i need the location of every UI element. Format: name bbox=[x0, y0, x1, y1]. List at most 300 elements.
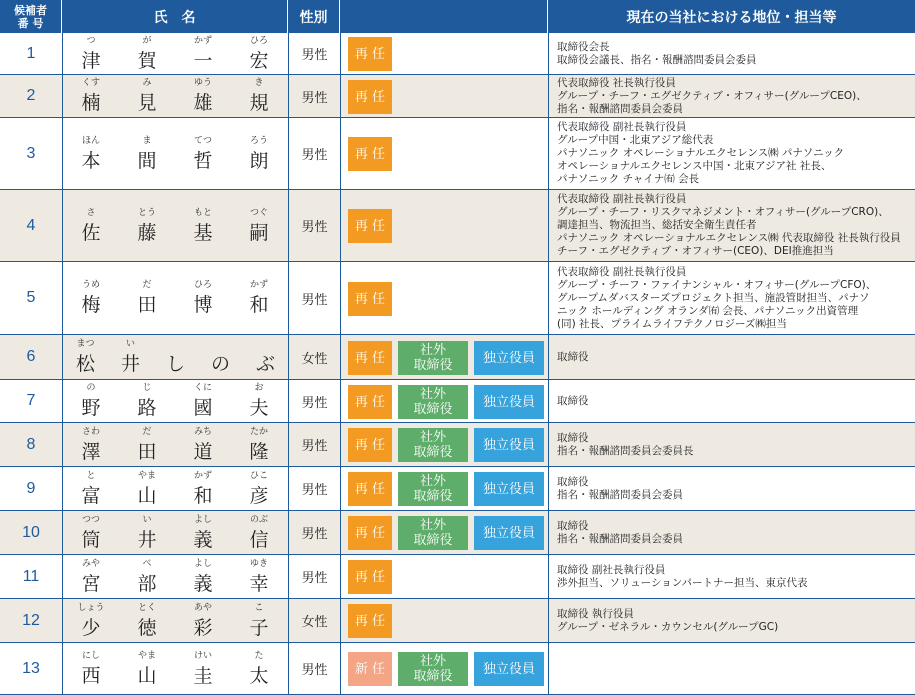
new-appointment-badge: 新 任 bbox=[348, 652, 392, 686]
candidate-position bbox=[548, 262, 915, 334]
name-reading: の bbox=[86, 383, 96, 393]
candidate-badges bbox=[340, 190, 548, 261]
position-line: グループ・チーフ・リスクマネジメント・オフィサー(グループCRO)、 bbox=[557, 206, 889, 218]
candidate-number: 10 bbox=[22, 523, 40, 541]
name-character bbox=[119, 118, 175, 189]
independent-officer-badge: 独立役員 bbox=[474, 652, 544, 686]
reappointed-badge: 再 任 bbox=[348, 516, 392, 550]
candidate-position bbox=[548, 555, 915, 598]
candidate-position bbox=[548, 380, 915, 422]
candidate-number: 7 bbox=[26, 392, 36, 409]
position-line: 取締役 bbox=[557, 350, 589, 363]
name-reading: つつ bbox=[81, 514, 100, 525]
name-kanji: 井 bbox=[137, 528, 157, 551]
candidate-gender: 男性 bbox=[288, 33, 340, 74]
candidate-gender: 男性 bbox=[288, 555, 340, 598]
outside-label-line2: 取締役 bbox=[413, 402, 453, 417]
outside-director-badge bbox=[398, 385, 468, 419]
name-reading: だ bbox=[142, 426, 152, 437]
name-kanji: 楠 bbox=[81, 92, 101, 114]
name-character bbox=[231, 33, 287, 74]
name-character bbox=[63, 423, 119, 466]
name-character bbox=[175, 467, 231, 510]
candidate-name bbox=[62, 555, 288, 598]
name-reading: ゆう bbox=[193, 78, 212, 88]
name-kanji: 津 bbox=[81, 49, 101, 72]
name-reading: き bbox=[254, 78, 264, 88]
candidate-number: 5 bbox=[26, 289, 36, 306]
name-reading: とう bbox=[137, 207, 156, 218]
reappointed-badge: 再 任 bbox=[348, 560, 392, 594]
independent-officer-badge: 独立役員 bbox=[474, 472, 544, 506]
table-row bbox=[0, 599, 915, 643]
candidate-name bbox=[62, 75, 288, 117]
name-reading: ひろ bbox=[249, 35, 268, 46]
name-reading: だ bbox=[142, 280, 152, 290]
candidate-number: 11 bbox=[22, 567, 40, 585]
name-kanji: 梅 bbox=[81, 294, 101, 316]
position-line: ニック ホールディング オランダ㈲ 会長、パナソニック出資管理 bbox=[557, 304, 859, 317]
candidate-position bbox=[548, 190, 915, 261]
position-line: 代表取締役 副社長執行役員 bbox=[557, 193, 687, 205]
position-line: グループ・チーフ・ファイナンシャル・オフィサー(グループCFO)、 bbox=[557, 278, 877, 291]
name-reading: さわ bbox=[81, 426, 100, 437]
name-character bbox=[231, 511, 287, 554]
name-reading: た bbox=[254, 650, 264, 661]
name-kanji: 一 bbox=[193, 49, 213, 72]
name-character bbox=[119, 555, 175, 598]
candidate-name bbox=[62, 423, 288, 466]
name-character bbox=[231, 423, 287, 466]
header-gender: 性別 bbox=[288, 0, 339, 33]
candidate-number: 1 bbox=[26, 44, 36, 62]
candidate-gender: 男性 bbox=[288, 467, 340, 510]
position-line: チーフ・エグゼクティブ・オフィサー(CEO)、DEI推進担当 bbox=[557, 245, 834, 257]
name-character bbox=[119, 643, 175, 694]
name-character bbox=[175, 190, 231, 261]
outside-label-line2: 取締役 bbox=[413, 445, 453, 460]
name-character bbox=[119, 33, 175, 74]
candidate-gender: 男性 bbox=[288, 190, 340, 261]
table-row bbox=[0, 380, 915, 423]
name-reading: い bbox=[142, 514, 152, 525]
name-kanji: 本 bbox=[81, 149, 101, 172]
position-line: グループ・チーフ・エグゼクティブ・オフィサー(グループCEO)、 bbox=[557, 89, 867, 102]
name-kanji: 富 bbox=[81, 484, 101, 507]
name-kanji: ぶ bbox=[255, 353, 275, 375]
table-row bbox=[0, 467, 915, 511]
name-character bbox=[119, 190, 175, 261]
name-reading: しょう bbox=[77, 602, 105, 613]
candidate-position bbox=[548, 33, 915, 74]
outside-label-line1: 社外 bbox=[419, 387, 446, 402]
name-reading: み bbox=[142, 78, 152, 88]
name-kanji: 雄 bbox=[193, 92, 213, 114]
name-kanji: 宏 bbox=[249, 49, 269, 72]
name-reading: けい bbox=[193, 650, 212, 661]
name-character bbox=[175, 599, 231, 642]
candidate-position bbox=[548, 75, 915, 117]
outside-director-badge bbox=[398, 652, 468, 686]
reappointed-badge: 再 任 bbox=[348, 282, 392, 316]
reappointed-badge: 再 任 bbox=[348, 428, 392, 462]
name-kanji: 博 bbox=[193, 294, 213, 316]
name-kanji: 田 bbox=[137, 294, 157, 316]
candidate-badges bbox=[340, 335, 548, 379]
outside-label-line2: 取締役 bbox=[413, 489, 453, 504]
name-kanji: 間 bbox=[137, 149, 157, 172]
candidate-name bbox=[62, 33, 288, 74]
table-row bbox=[0, 190, 915, 262]
name-character bbox=[231, 262, 287, 334]
position-line: グループムダバスターズプロジェクト担当、施設管財担当、パナソ bbox=[557, 291, 870, 304]
position-line: 指名・報酬諮問委員会委員長 bbox=[557, 444, 694, 457]
name-kanji: 彩 bbox=[193, 616, 213, 639]
name-character bbox=[231, 599, 287, 642]
name-kanji: し bbox=[165, 353, 185, 375]
candidate-name bbox=[62, 190, 288, 261]
name-character bbox=[63, 467, 119, 510]
name-character bbox=[63, 262, 119, 334]
name-reading: じ bbox=[142, 383, 152, 393]
name-kanji: 夫 bbox=[249, 397, 269, 419]
position-line: 代表取締役 副社長執行役員 bbox=[557, 121, 687, 133]
name-reading: のぶ bbox=[249, 514, 268, 525]
name-character bbox=[119, 380, 175, 422]
outside-label-line1: 社外 bbox=[419, 343, 446, 358]
table-row bbox=[0, 75, 915, 118]
name-reading: と bbox=[86, 470, 96, 481]
name-reading: ゆき bbox=[249, 558, 268, 569]
independent-officer-badge: 独立役員 bbox=[474, 385, 544, 419]
name-reading: かず bbox=[193, 35, 212, 46]
name-character bbox=[63, 335, 108, 379]
reappointed-badge: 再 任 bbox=[348, 385, 392, 419]
outside-label-line1: 社外 bbox=[419, 518, 446, 533]
name-character bbox=[119, 467, 175, 510]
name-kanji: 圭 bbox=[193, 664, 213, 687]
candidate-name bbox=[62, 599, 288, 642]
candidate-badges bbox=[340, 599, 548, 642]
name-kanji: 野 bbox=[81, 397, 101, 419]
name-kanji: 和 bbox=[249, 294, 269, 316]
position-line: 指名・報酬諮問委員会委員 bbox=[557, 532, 683, 545]
name-kanji: 西 bbox=[81, 664, 101, 687]
name-kanji: 朗 bbox=[249, 149, 269, 172]
name-reading: やま bbox=[137, 470, 156, 481]
outside-label-line1: 社外 bbox=[419, 430, 446, 445]
name-reading: たか bbox=[249, 426, 268, 437]
outside-director-badge bbox=[398, 341, 468, 375]
name-character bbox=[175, 118, 231, 189]
candidate-badges bbox=[340, 75, 548, 117]
name-reading: ほん bbox=[81, 135, 100, 146]
reappointed-badge: 再 任 bbox=[348, 341, 392, 375]
candidate-number: 12 bbox=[22, 611, 40, 629]
candidate-name bbox=[62, 262, 288, 334]
header-number-line2: 番 号 bbox=[17, 16, 44, 30]
name-reading: つ bbox=[86, 35, 96, 46]
position-line: 指名・報酬諮問委員会委員 bbox=[557, 102, 683, 115]
name-kanji: 嗣 bbox=[249, 221, 269, 244]
name-character bbox=[63, 555, 119, 598]
table-row bbox=[0, 643, 915, 695]
name-character bbox=[63, 190, 119, 261]
name-reading: が bbox=[142, 35, 152, 46]
name-character bbox=[119, 75, 175, 117]
name-reading: ろう bbox=[249, 135, 268, 146]
name-character bbox=[231, 643, 287, 694]
name-character bbox=[175, 511, 231, 554]
name-kanji: 道 bbox=[193, 440, 213, 463]
name-character bbox=[119, 511, 175, 554]
name-kanji: 見 bbox=[137, 92, 157, 114]
table-row bbox=[0, 511, 915, 555]
candidate-number: 4 bbox=[26, 216, 36, 234]
table-row bbox=[0, 262, 915, 335]
candidate-badges bbox=[340, 380, 548, 422]
position-line: 渉外担当、ソリューションパートナー担当、東京代表 bbox=[557, 576, 808, 589]
name-character bbox=[175, 643, 231, 694]
name-reading: べ bbox=[142, 558, 152, 569]
candidate-name bbox=[62, 643, 288, 694]
candidate-position bbox=[548, 599, 915, 642]
candidate-gender: 男性 bbox=[288, 75, 340, 117]
candidate-position bbox=[548, 511, 915, 554]
name-kanji: 山 bbox=[137, 664, 157, 687]
candidate-gender: 男性 bbox=[288, 511, 340, 554]
reappointed-badge: 再 任 bbox=[348, 604, 392, 638]
position-line: パナソニック オペレーショナルエクセレンス㈱ パナソニック bbox=[557, 147, 845, 159]
name-reading: い bbox=[125, 339, 135, 349]
name-reading: かず bbox=[193, 470, 212, 481]
name-character bbox=[231, 118, 287, 189]
outside-label-line2: 取締役 bbox=[413, 533, 453, 548]
table-row bbox=[0, 33, 915, 75]
reappointed-badge: 再 任 bbox=[348, 137, 392, 171]
position-line: 取締役 副社長執行役員 bbox=[557, 563, 666, 576]
name-kanji: 井 bbox=[120, 353, 140, 375]
outside-director-badge bbox=[398, 428, 468, 462]
candidate-gender: 男性 bbox=[288, 380, 340, 422]
name-character bbox=[119, 423, 175, 466]
candidate-name bbox=[62, 467, 288, 510]
name-character bbox=[231, 380, 287, 422]
candidate-number: 8 bbox=[26, 435, 36, 453]
name-kanji: 田 bbox=[137, 440, 157, 463]
name-reading: よし bbox=[193, 558, 212, 569]
outside-label-line1: 社外 bbox=[419, 654, 446, 669]
name-character bbox=[175, 33, 231, 74]
candidate-position bbox=[548, 467, 915, 510]
candidate-gender: 女性 bbox=[288, 599, 340, 642]
candidate-badges bbox=[340, 262, 548, 334]
candidate-name bbox=[62, 335, 288, 379]
name-character bbox=[175, 75, 231, 117]
name-reading: くに bbox=[193, 383, 212, 393]
candidate-position bbox=[548, 335, 915, 379]
name-character bbox=[63, 118, 119, 189]
name-kanji: 山 bbox=[137, 484, 157, 507]
name-character bbox=[198, 335, 243, 379]
name-kanji: 澤 bbox=[81, 440, 101, 463]
candidate-badges bbox=[340, 423, 548, 466]
candidate-gender: 男性 bbox=[288, 423, 340, 466]
name-reading: にし bbox=[81, 650, 100, 661]
position-line: オペレーショナルエクセレンス中国・北東アジア社 社長、 bbox=[557, 160, 832, 172]
name-reading: くす bbox=[81, 78, 100, 88]
name-character bbox=[63, 33, 119, 74]
name-character bbox=[231, 467, 287, 510]
name-kanji: 宮 bbox=[81, 572, 101, 595]
name-kanji: 太 bbox=[249, 664, 269, 687]
name-kanji: 幸 bbox=[249, 572, 269, 595]
position-line: パナソニック オペレーショナルエクセレンス㈱ 代表取締役 社長執行役員 bbox=[557, 232, 901, 244]
position-line: 調達担当、物流担当、総括安全衛生責任者 bbox=[557, 219, 757, 231]
name-character bbox=[63, 75, 119, 117]
candidate-badges bbox=[340, 33, 548, 74]
independent-officer-badge: 独立役員 bbox=[474, 341, 544, 375]
name-kanji: 彦 bbox=[249, 484, 269, 507]
header-name: 氏 名 bbox=[62, 0, 287, 33]
name-reading: てつ bbox=[193, 135, 212, 146]
name-kanji: 信 bbox=[249, 528, 269, 551]
outside-label-line1: 社外 bbox=[419, 474, 446, 489]
reappointed-badge: 再 任 bbox=[348, 472, 392, 506]
position-line: グループ中国・北東アジア総代表 bbox=[557, 134, 714, 146]
outside-director-badge bbox=[398, 516, 468, 550]
name-reading: やま bbox=[137, 650, 156, 661]
position-line: 代表取締役 副社長執行役員 bbox=[557, 265, 687, 278]
position-line: 指名・報酬諮問委員会委員 bbox=[557, 488, 683, 501]
candidate-name bbox=[62, 118, 288, 189]
name-reading: ひこ bbox=[249, 470, 268, 481]
name-character bbox=[175, 262, 231, 334]
name-kanji: 義 bbox=[193, 572, 213, 595]
name-character bbox=[175, 380, 231, 422]
name-character bbox=[63, 380, 119, 422]
position-line: 取締役 執行役員 bbox=[557, 607, 634, 620]
name-character bbox=[63, 599, 119, 642]
name-kanji: 隆 bbox=[249, 440, 269, 463]
name-kanji: 和 bbox=[193, 484, 213, 507]
reappointed-badge: 再 任 bbox=[348, 37, 392, 71]
name-character bbox=[231, 555, 287, 598]
name-kanji: 路 bbox=[137, 397, 157, 419]
outside-label-line2: 取締役 bbox=[413, 358, 453, 373]
name-character bbox=[175, 423, 231, 466]
candidate-badges bbox=[340, 643, 548, 694]
position-line: 代表取締役 社長執行役員 bbox=[557, 76, 676, 89]
candidate-badges bbox=[340, 511, 548, 554]
name-kanji: の bbox=[210, 353, 230, 375]
name-character bbox=[243, 335, 288, 379]
name-reading: あや bbox=[193, 602, 212, 613]
name-reading: さ bbox=[86, 207, 96, 218]
candidate-position bbox=[548, 643, 915, 694]
name-reading: かず bbox=[249, 280, 268, 290]
position-line: 取締役 bbox=[557, 475, 589, 488]
name-kanji: 基 bbox=[193, 221, 213, 244]
position-line: 取締役 bbox=[557, 394, 589, 407]
position-line: 取締役会長 bbox=[557, 40, 610, 53]
candidate-badges bbox=[340, 467, 548, 510]
name-character bbox=[231, 75, 287, 117]
name-reading: とく bbox=[137, 602, 156, 613]
position-line: 取締役 bbox=[557, 431, 589, 444]
name-reading: こ bbox=[254, 602, 264, 613]
name-reading: ま bbox=[142, 135, 152, 146]
name-reading: みち bbox=[193, 426, 212, 437]
name-kanji: 藤 bbox=[137, 221, 157, 244]
table-row bbox=[0, 118, 915, 190]
candidate-name bbox=[62, 511, 288, 554]
position-line: 取締役会議長、指名・報酬諮問委員会委員 bbox=[557, 53, 757, 66]
candidate-number: 3 bbox=[26, 144, 36, 162]
name-kanji: 賀 bbox=[137, 49, 157, 72]
outside-label-line2: 取締役 bbox=[413, 669, 453, 684]
name-kanji: 部 bbox=[137, 572, 157, 595]
header-number bbox=[0, 0, 61, 33]
name-reading: ひろ bbox=[193, 280, 212, 290]
name-reading: お bbox=[254, 383, 264, 393]
candidate-position bbox=[548, 118, 915, 189]
candidate-number: 6 bbox=[26, 348, 36, 365]
position-line: (同) 社長、プライムライフテクノロジーズ㈱担当 bbox=[557, 317, 787, 330]
name-kanji: 筒 bbox=[81, 528, 101, 551]
name-reading: うめ bbox=[81, 280, 100, 290]
name-character bbox=[175, 555, 231, 598]
header-badges bbox=[340, 0, 547, 33]
name-kanji: 佐 bbox=[81, 221, 101, 244]
candidate-number: 2 bbox=[26, 87, 36, 104]
candidate-number: 13 bbox=[22, 659, 40, 677]
name-kanji: 國 bbox=[193, 397, 213, 419]
candidate-gender: 男性 bbox=[288, 118, 340, 189]
name-reading: もと bbox=[193, 207, 212, 218]
name-reading: まつ bbox=[76, 339, 95, 349]
name-kanji: 義 bbox=[193, 528, 213, 551]
table-row bbox=[0, 555, 915, 599]
name-character bbox=[63, 511, 119, 554]
name-kanji: 規 bbox=[249, 92, 269, 114]
name-reading: つぐ bbox=[249, 207, 268, 218]
name-character bbox=[119, 262, 175, 334]
name-kanji: 少 bbox=[81, 616, 101, 639]
candidate-position bbox=[548, 423, 915, 466]
independent-officer-badge: 独立役員 bbox=[474, 516, 544, 550]
position-line: グループ・ゼネラル・カウンセル(グループGC) bbox=[557, 620, 779, 633]
candidate-gender: 男性 bbox=[288, 643, 340, 694]
candidate-gender: 女性 bbox=[288, 335, 340, 379]
name-reading: よし bbox=[193, 514, 212, 525]
position-line: 取締役 bbox=[557, 519, 589, 532]
name-reading: みや bbox=[81, 558, 100, 569]
name-character bbox=[108, 335, 153, 379]
name-character bbox=[119, 599, 175, 642]
table-row bbox=[0, 423, 915, 467]
name-character bbox=[63, 643, 119, 694]
header-number-line1: 候補者 bbox=[14, 3, 47, 17]
name-kanji: 哲 bbox=[193, 149, 213, 172]
candidate-badges bbox=[340, 118, 548, 189]
name-character bbox=[231, 190, 287, 261]
name-kanji: 徳 bbox=[137, 616, 157, 639]
candidate-name bbox=[62, 380, 288, 422]
candidate-gender: 男性 bbox=[288, 262, 340, 334]
independent-officer-badge: 独立役員 bbox=[474, 428, 544, 462]
header-position: 現在の当社における地位・担当等 bbox=[548, 0, 915, 33]
